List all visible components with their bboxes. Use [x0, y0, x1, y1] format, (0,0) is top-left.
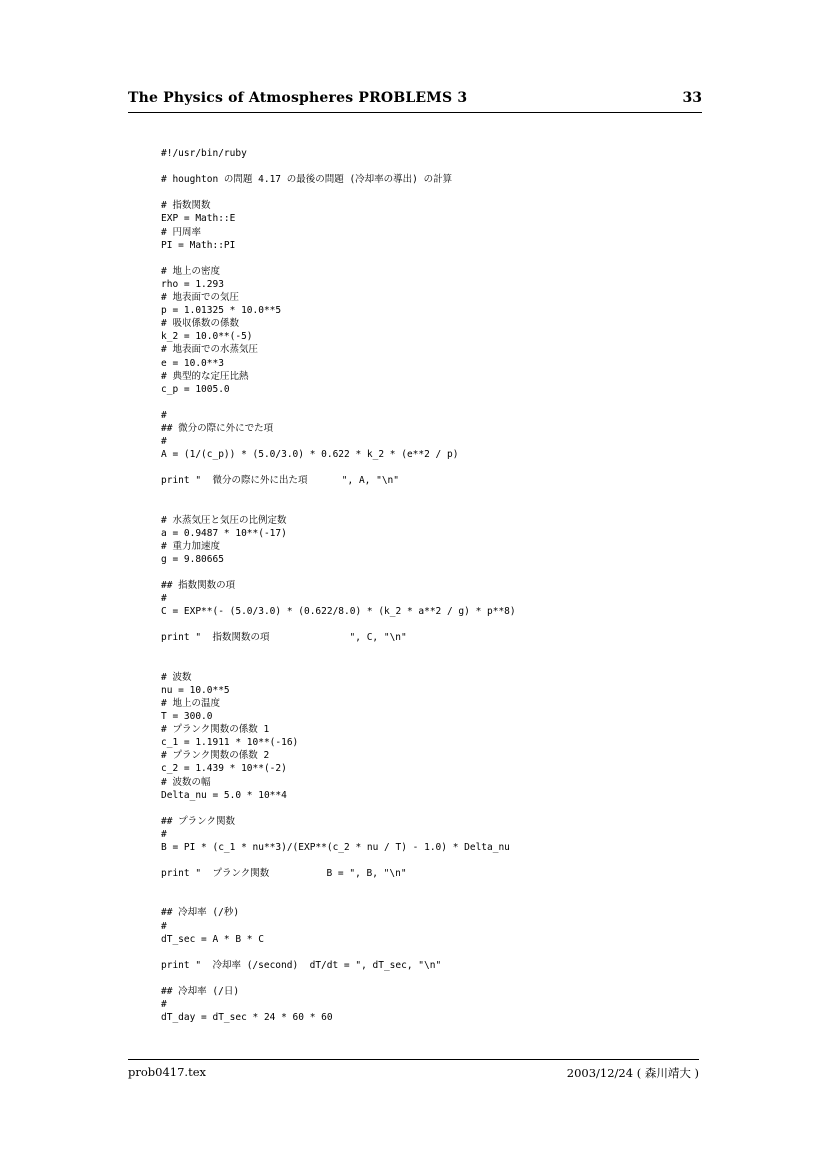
code-line	[161, 186, 721, 199]
code-line: #	[161, 920, 167, 932]
code-line: # 指数関数	[161, 200, 211, 212]
code-line	[161, 396, 721, 409]
code-line: # プランク関数の係数 1	[161, 724, 270, 736]
code-line: # 波数	[161, 671, 192, 683]
code-line: #!/usr/bin/ruby	[161, 148, 247, 159]
code-line: g = 9.80665	[161, 553, 224, 565]
code-line: # 円周率	[161, 226, 201, 238]
code-line	[161, 854, 721, 867]
code-listing	[161, 147, 721, 1024]
code-line: PI = Math::PI	[161, 239, 236, 251]
code-line: c_1 = 1.1911 * 10**(-16)	[161, 737, 299, 749]
code-line	[161, 487, 721, 500]
code-line: #	[161, 828, 167, 840]
code-line	[161, 802, 721, 815]
code-line: # 地表面での水蒸気圧	[161, 344, 258, 356]
code-line: # プランク関数の係数 2	[161, 750, 270, 762]
code-line: ## 冷却率 (/秒)	[161, 907, 240, 919]
code-line: #	[161, 436, 167, 448]
page-number: 33	[682, 90, 702, 106]
code-line: ## 冷却率 (/日)	[161, 986, 240, 997]
code-line: e = 10.0**3	[161, 357, 224, 369]
code-line: a = 0.9487 * 10**(-17)	[161, 527, 287, 539]
code-line: #	[161, 593, 167, 605]
code-line: # 典型的な定圧比熱	[161, 370, 249, 382]
code-line: ## 指数関数の項	[161, 580, 236, 592]
code-line: # 地表面での気圧	[161, 292, 239, 304]
code-line: # 水蒸気圧と気圧の比例定数	[161, 514, 287, 526]
code-line	[161, 946, 721, 959]
code-line: print " 微分の際に外に出た項 ", A, "\n"	[161, 475, 399, 487]
code-line	[161, 893, 721, 906]
code-line	[161, 880, 721, 893]
code-line	[161, 645, 721, 658]
code-line: c_p = 1005.0	[161, 383, 230, 395]
code-line: # houghton の問題 4.17 の最後の問題 (冷却率の導出) の計算	[161, 174, 453, 186]
code-line: print " 冷却率 (/second) dT/dt = ", dT_sec, "\n"	[161, 959, 442, 971]
document-title: The Physics of Atmospheres PROBLEMS 3	[128, 90, 468, 106]
code-line: rho = 1.293	[161, 278, 224, 290]
page-header	[128, 90, 702, 113]
code-line: A = (1/(c_p)) * (5.0/3.0) * 0.622 * k_2 * (e**2 / p)	[161, 449, 459, 461]
code-line	[161, 160, 721, 173]
code-line: nu = 10.0**5	[161, 684, 230, 696]
code-line	[161, 461, 721, 474]
code-line: # 重力加速度	[161, 540, 220, 552]
code-line	[161, 252, 721, 265]
code-line: C = EXP**(- (5.0/3.0) * (0.622/8.0) * (k_2 * a**2 / g) * p**8)	[161, 606, 516, 618]
code-line: p = 1.01325 * 10.0**5	[161, 305, 282, 317]
code-line: EXP = Math::E	[161, 213, 236, 225]
code-line: #	[161, 999, 167, 1011]
code-line: B = PI * (c_1 * nu**3)/(EXP**(c_2 * nu / T) - 1.0) * Delta_nu	[161, 841, 510, 853]
code-line: #	[161, 409, 167, 421]
code-line: print " プランク関数 B = ", B, "\n"	[161, 868, 407, 880]
code-line: # 地上の密度	[161, 265, 220, 277]
code-line: T = 300.0	[161, 711, 213, 723]
code-line: k_2 = 10.0**(-5)	[161, 331, 253, 343]
code-line: print " 指数関数の項 ", C, "\n"	[161, 632, 407, 644]
code-line	[161, 658, 721, 671]
code-line: c_2 = 1.439 * 10**(-2)	[161, 763, 287, 775]
code-line: dT_sec = A * B * C	[161, 933, 264, 945]
code-line: ## 微分の際に外にでた項	[161, 422, 274, 434]
code-line	[161, 501, 721, 514]
code-line: # 波数の幅	[161, 776, 211, 788]
code-line: # 地上の温度	[161, 697, 220, 709]
code-line: ## プランク関数	[161, 815, 235, 827]
code-line: # 吸収係数の係数	[161, 318, 239, 330]
footer-filename: prob0417.tex	[128, 1065, 206, 1079]
page-footer	[128, 1059, 699, 1084]
footer-date-author: 2003/12/24 ( 森川靖大 )	[566, 1066, 699, 1080]
code-line: dT_day = dT_sec * 24 * 60 * 60	[161, 1012, 333, 1024]
code-line	[161, 972, 721, 985]
code-line	[161, 618, 721, 631]
code-line	[161, 566, 721, 579]
code-line: Delta_nu = 5.0 * 10**4	[161, 789, 287, 801]
